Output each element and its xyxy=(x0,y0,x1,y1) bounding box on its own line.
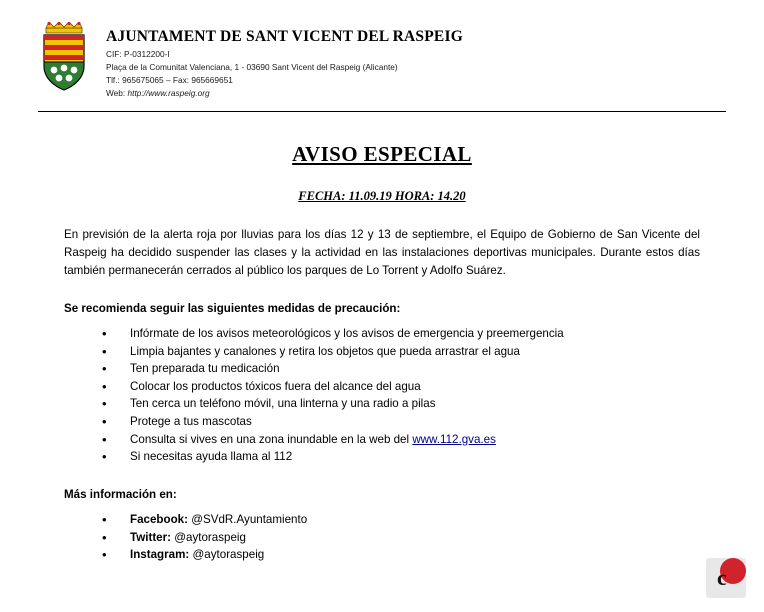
social-label: Facebook: xyxy=(130,512,188,526)
emergency-web-link[interactable]: www.112.gva.es xyxy=(412,432,496,446)
intro-paragraph: En previsión de la alerta roja por lluvias para los días 12 y 13 de septiembre, el Equipo de Gobierno de San Vicente del Raspeig ha decidido suspender las clases y la actividad en las instalaciones deportivas municipales. Durante estos días también permanecerán cerrados al público los parques de Lo Torrent y Adolfo Suárez. xyxy=(64,228,700,278)
social-handle: @aytoraspeig xyxy=(192,548,265,562)
organization-cif: CIF: P-0312200-I xyxy=(106,49,170,60)
organization-phone: Tlf.: 965675065 – Fax: 965669651 xyxy=(106,75,233,86)
logo-letter: c xyxy=(717,565,727,590)
red-dot-logo-icon xyxy=(706,558,746,598)
web-label: Web: xyxy=(106,88,128,99)
coat-of-arms-icon xyxy=(38,22,90,94)
social-handle: @aytoraspeig xyxy=(174,530,246,544)
list-item: • Ten cerca un teléfono móvil, una linterna y una radio a pilas xyxy=(102,395,700,413)
list-item: • Consulta si vives en una zona inundable en la web del www.112.gva.es xyxy=(102,431,700,449)
datetime-line: FECHA: 11.09.19 HORA: 14.20 xyxy=(298,189,466,204)
more-info-heading: Más información en: xyxy=(64,487,177,501)
social-label: Instagram: xyxy=(130,548,190,562)
list-item: • Infórmate de los avisos meteorológicos y los avisos de emergencia y preemergencia xyxy=(102,325,700,343)
document-body xyxy=(0,112,764,564)
list-item: • Si necesitas ayuda llama al 112 xyxy=(102,448,700,466)
social-handle: @SVdR.Ayuntamiento xyxy=(191,512,308,526)
list-item: • Colocar los productos tóxicos fuera del alcance del agua xyxy=(102,378,700,396)
social-label: Twitter: xyxy=(130,530,172,544)
list-item: • Protege a tus mascotas xyxy=(102,413,700,431)
list-item: • Limpia bajantes y canalones y retira los objetos que pueda arrastrar el agua xyxy=(102,343,700,361)
organization-address: Plaça de la Comunitat Valenciana, 1 - 03690 Sant Vicent del Raspeig (Alicante) xyxy=(106,62,398,73)
organization-web xyxy=(106,87,463,99)
list-item xyxy=(102,529,700,547)
measures-list xyxy=(64,325,700,466)
organization-title: AJUNTAMENT DE SANT VICENT DEL RASPEIG xyxy=(106,28,463,45)
letterhead-text xyxy=(106,22,463,99)
page-title: AVISO ESPECIAL xyxy=(292,142,472,167)
web-url: http://www.raspeig.org xyxy=(127,88,210,99)
list-item xyxy=(102,546,700,564)
letterhead xyxy=(0,0,764,105)
recommendations-heading: Se recomienda seguir las siguientes medidas de precaución: xyxy=(64,302,401,316)
list-item: • Ten preparada tu medicación xyxy=(102,360,700,378)
list-item xyxy=(102,511,700,529)
social-list xyxy=(64,511,700,564)
